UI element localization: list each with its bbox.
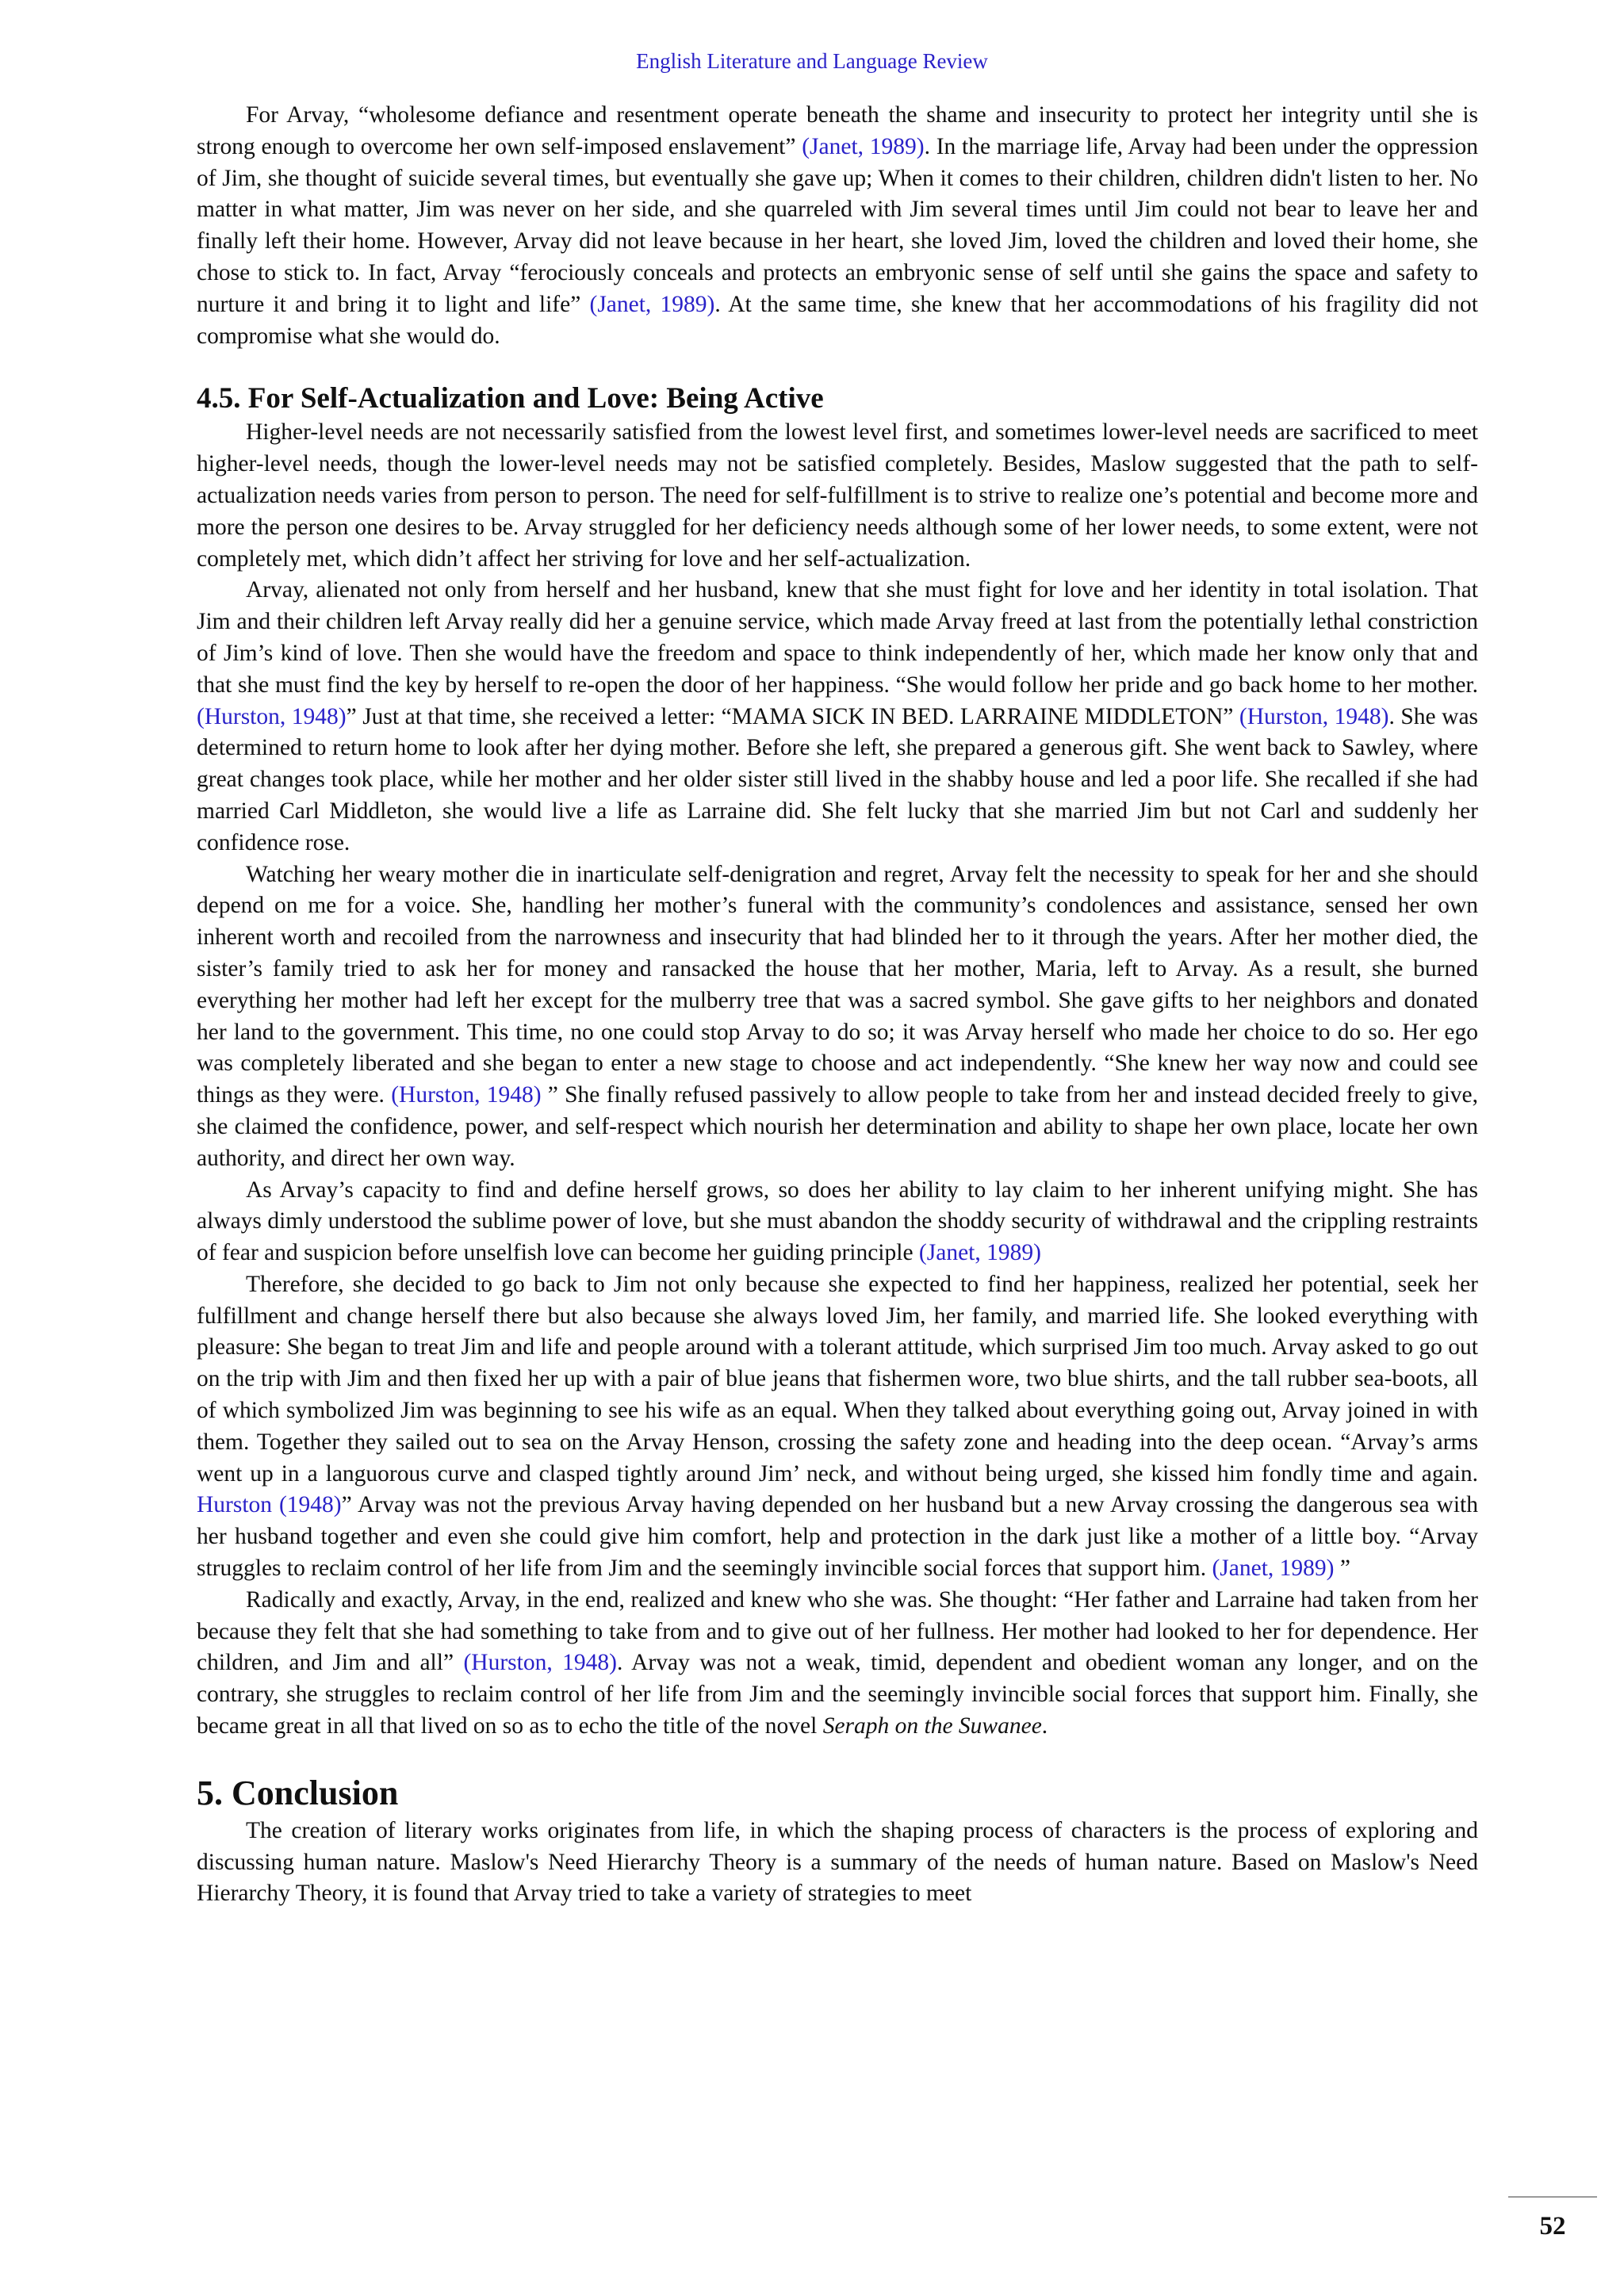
text-run: Arvay, alienated not only from herself and her husband, knew that she must fight for love and her identity in total isolation. That Jim and their children left Arvay really did her a genuine service, which made Arvay freed at last from the potentially lethal constriction of Jim’s kind of love. Then she would have the freedom and space to think independently of her, which made her know only that and that she must find the key by herself to re-open the door of her happiness. “She would follow her pride and go back home to her mother. [197, 577, 1478, 698]
text-run: As Arvay’s capacity to find and define herself grows, so does her ability to lay claim to her inherent unifying might. She has always dimly understood the sublime power of love, but she must abandon the shoddy security of withdrawal and the crippling restraints of fear and suspicion before unselfish love can become her guiding principle [197, 1177, 1478, 1266]
paragraph: The creation of literary works originates from life, in which the shaping process of characters is the process of exploring and discussing human nature. Maslow's Need Hierarchy Theory is a summary of the needs of human nature. Based on Maslow's Need Hierarchy Theory, it is found that Arvay tried to take a variety of strategies to meet [197, 1817, 1478, 1907]
paragraph [197, 100, 1478, 352]
paragraph [197, 1175, 1478, 1269]
citation[interactable]: (Hurston, 1948) [197, 703, 347, 729]
text-run: . [1041, 1713, 1048, 1739]
paragraph: Higher-level needs are not necessarily satisfied from the lowest level first, and sometimes lower-level needs are sacrificed to meet higher-level needs, though the lower-level needs may not be satisfied completely. Besides, Maslow suggested that the path to self-actualization needs varies from person to person. The need for self-fulfillment is to strive to realize one’s potential and become more and more the person one desires to be. Arvay struggled for her deficiency needs although some of her lower needs, to some extent, were not completely met, which didn’t affect her striving for love and her self-actualization. [197, 419, 1478, 572]
article-body [197, 100, 1478, 1910]
citation[interactable]: (Hurston, 1948) [391, 1082, 542, 1108]
text-run: . Arvay was not a weak, timid, dependent and obedient woman any longer, and on the contrary, she struggles to reclaim control of her life from Jim and the seemingly invincible social forces that support him. Finally, she became great in all that lived on so as to echo the title of the novel [197, 1650, 1479, 1739]
text-run: ” [1334, 1556, 1350, 1582]
section-heading-5: 5. Conclusion [197, 1773, 399, 1812]
paragraph [197, 575, 1478, 859]
paragraph [197, 1269, 1478, 1585]
text-run: ” Just at that time, she received a letter: “MAMA SICK IN BED. LARRAINE MIDDLETON” [346, 703, 1239, 729]
text-run: Radically and exactly, Arvay, in the end, realized and knew who she was. She thought: “Her father and Larraine had taken from her because they felt that she had something to take from and to give out of her fullness. Her mother had looked to her for dependence. Her children, and Jim and all” [197, 1586, 1478, 1676]
citation[interactable]: Hurston (1948) [197, 1492, 342, 1518]
citation[interactable]: (Janet, 1989) [802, 133, 925, 159]
text-run: Therefore, she decided to go back to Jim not only because she expected to find her happiness, realized her potential, seek her fulfillment and change herself there but also because she always loved Jim, her family, and married life. She looked everything with pleasure: She began to treat Jim and life and people around with a tolerant attitude, which surprised Jim too much. Arvay asked to go out on the trip with Jim and then fixed her up with a pair of blue jeans that fishermen wore, two blue shirts, and the tall rubber sea-boots, all of which symbolized Jim was beginning to see his wife as an equal. When they talked about everything going out, Arvay joined in with them. Together they sailed out to sea on the Arvay Henson, crossing the safety zone and heading into the deep ocean. “Arvay’s arms went up in a languorous curve and clasped tightly around Jim’ neck, and without being urged, she kissed him fondly time and again. [197, 1271, 1478, 1487]
section-heading-4-5: 4.5. For Self-Actualization and Love: Being Active [197, 382, 824, 415]
text-run: . At the same time, she knew that her accommodations of his fragility did not compromise what she would do. [197, 291, 1478, 349]
paragraph [197, 859, 1478, 1175]
novel-title: Seraph on the Suwanee [822, 1713, 1042, 1739]
text-run: For Arvay, “wholesome defiance and resentment operate beneath the shame and insecurity to protect her integrity until she is strong enough to overcome her own self-imposed enslavement” [197, 102, 1478, 159]
text-run: . In the marriage life, Arvay had been under the oppression of Jim, she thought of suicide several times, but eventually she gave up; When it comes to their children, children didn't listen to her. No matter in what matter, Jim was never on her side, and she quarreled with Jim several times until Jim could not bear to leave her and finally left their home. However, Arvay did not leave because in her heart, she loved Jim, loved the children and loved their home, she chose to stick to. In fact, Arvay “ferociously conceals and protects an embryonic sense of self until she gains the space and safety to nurture it and bring it to light and life” [197, 133, 1478, 317]
journal-header: English Literature and Language Review [636, 49, 988, 73]
text-run: Watching her weary mother die in inarticulate self-denigration and regret, Arvay felt the necessity to speak for her and she should depend on me for a voice. She, handling her mother’s funeral with the community’s condolences and assistance, sensed her own inherent worth and recoiled from the narrowness and insecurity that had blinded her to it through the years. After her mother died, the sister’s family tried to ask her for money and ransacked the house that her mother, Maria, left to Arvay. As a result, she burned everything her mother had left her except for the mulberry tree that was a sacred symbol. She gave gifts to her neighbors and donated her land to the government. This time, no one could stop Arvay to do so; it was Arvay herself who made her choice to do so. Her ego was completely liberated and she began to enter a new stage to choose and act independently. “She knew her way now and could see things as they were. [197, 861, 1478, 1108]
citation[interactable]: (Janet, 1989) [918, 1240, 1041, 1266]
paragraph [197, 1585, 1478, 1743]
citation[interactable]: (Janet, 1989) [589, 291, 715, 317]
citation[interactable]: (Hurston, 1948) [463, 1650, 617, 1676]
citation[interactable]: (Janet, 1989) [1212, 1556, 1335, 1582]
text-run: ” Arvay was not the previous Arvay having depended on her husband but a new Arvay crossing the dangerous sea with her husband together and even she could give him comfort, help and protection in the dark just like a mother of a little boy. “Arvay struggles to reclaim control of her life from Jim and the seemingly invincible social forces that support him. [197, 1492, 1479, 1582]
footer-divider [1508, 2196, 1597, 2198]
page-number: 52 [1539, 2212, 1566, 2241]
text-run: . She was determined to return home to look after her dying mother. Before she left, she prepared a generous gift. She went back to Sawley, where great changes took place, while her mother and her older sister still lived in the shabby house and led a poor life. She recalled if she had married Carl Middleton, she would live a life as Larraine did. She felt lucky that she married Jim but not Carl and suddenly her confidence rose. [197, 703, 1479, 855]
text-run: ” She finally refused passively to allow people to take from her and instead decided freely to give, she claimed the confidence, power, and self-respect which nourish her determination and ability to shape her own place, locate her own authority, and direct her own way. [197, 1082, 1479, 1171]
citation[interactable]: (Hurston, 1948) [1239, 703, 1389, 729]
